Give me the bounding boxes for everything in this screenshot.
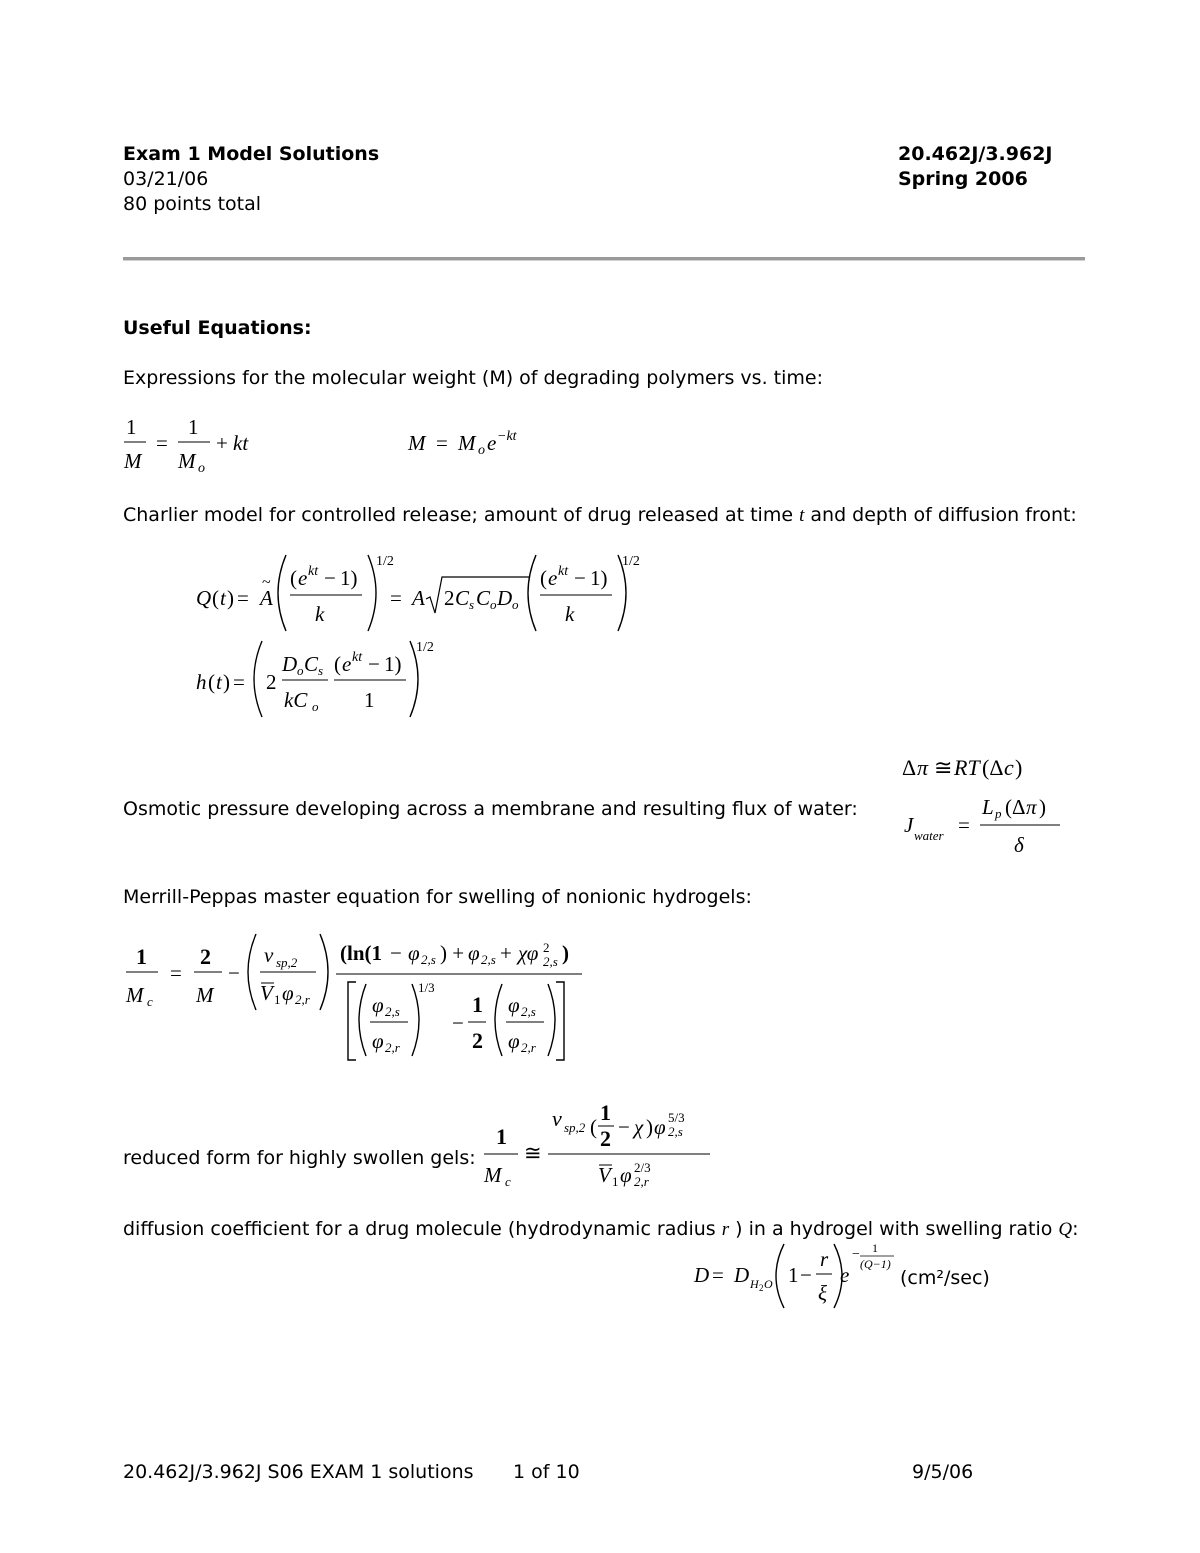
svg-text:o: o bbox=[312, 699, 319, 714]
svg-text:2,s: 2,s bbox=[543, 954, 558, 969]
svg-text:M: M bbox=[124, 449, 142, 473]
svg-text:o: o bbox=[478, 443, 485, 458]
svg-text:D: D bbox=[497, 586, 513, 610]
svg-text:e: e bbox=[298, 566, 308, 590]
svg-text:−: − bbox=[452, 1011, 464, 1035]
svg-text:c: c bbox=[1004, 755, 1014, 780]
svg-text:1: 1 bbox=[496, 1124, 507, 1149]
svg-text:−: − bbox=[390, 941, 402, 965]
diffusion-units: (cm²/sec) bbox=[900, 1267, 990, 1289]
svg-text:H: H bbox=[750, 1277, 759, 1291]
merrill-intro-text: Merrill-Peppas master equation for swelling of nonionic hydrogels: bbox=[123, 886, 752, 908]
svg-text:(: ( bbox=[540, 566, 547, 590]
svg-text:e: e bbox=[487, 431, 497, 455]
svg-text:A: A bbox=[260, 586, 273, 610]
charlier-intro-text: Charlier model for controlled release; amount of drug released at time t and depth of diffusion front: bbox=[123, 504, 1077, 526]
svg-text:L: L bbox=[982, 795, 994, 819]
svg-text:1: 1 bbox=[274, 992, 281, 1007]
svg-text:C: C bbox=[455, 586, 470, 610]
svg-text:−kt: −kt bbox=[497, 429, 517, 444]
svg-text:−: − bbox=[228, 961, 240, 985]
reduced-form-equation bbox=[478, 1096, 718, 1192]
svg-text:M: M bbox=[458, 431, 476, 455]
svg-text:Q: Q bbox=[196, 586, 212, 610]
svg-text:(Q−1): (Q−1) bbox=[860, 1257, 891, 1271]
svg-text:1: 1 bbox=[600, 1100, 611, 1125]
svg-text:1: 1 bbox=[472, 992, 483, 1017]
svg-text:2,s: 2,s bbox=[421, 952, 436, 967]
svg-text:φ: φ bbox=[372, 993, 384, 1017]
svg-text:1: 1 bbox=[612, 1174, 619, 1189]
svg-text:): ) bbox=[562, 941, 569, 965]
svg-text:1/2: 1/2 bbox=[622, 554, 640, 569]
svg-text:D: D bbox=[734, 1263, 750, 1287]
svg-text:=: = bbox=[958, 813, 970, 837]
svg-text:5/3: 5/3 bbox=[668, 1110, 685, 1125]
svg-text:=: = bbox=[170, 961, 182, 985]
svg-text:water: water bbox=[914, 828, 944, 843]
reduced-intro-text: reduced form for highly swollen gels: bbox=[123, 1147, 476, 1169]
svg-text:1: 1 bbox=[364, 688, 375, 712]
svg-text:2,s: 2,s bbox=[385, 1004, 400, 1019]
svg-text:χφ: χφ bbox=[518, 941, 539, 965]
svg-text:k: k bbox=[315, 602, 325, 626]
footer-page-number: 1 of 10 bbox=[513, 1461, 580, 1483]
svg-text:(Δ: (Δ bbox=[982, 755, 1004, 780]
svg-text:2: 2 bbox=[472, 1028, 483, 1053]
svg-text:χ: χ bbox=[634, 1115, 644, 1139]
svg-text:2/3: 2/3 bbox=[634, 1160, 651, 1175]
header-divider bbox=[123, 257, 1085, 261]
svg-text:1/2: 1/2 bbox=[376, 554, 394, 569]
merrill-peppas-equation bbox=[118, 926, 598, 1066]
svg-text:kt: kt bbox=[558, 564, 569, 579]
svg-text:=: = bbox=[233, 670, 245, 694]
svg-text:M: M bbox=[196, 983, 214, 1007]
svg-text:c: c bbox=[147, 994, 153, 1009]
svg-text:2: 2 bbox=[543, 940, 550, 955]
diffusion-equation bbox=[688, 1240, 908, 1312]
svg-text:e: e bbox=[342, 652, 352, 676]
svg-text:φ: φ bbox=[468, 941, 480, 965]
svg-text:h: h bbox=[196, 670, 207, 694]
footer-doc-id: 20.462J/3.962J S06 EXAM 1 solutions bbox=[123, 1461, 474, 1483]
svg-text:M: M bbox=[178, 449, 196, 473]
svg-text:=: = bbox=[237, 586, 249, 610]
svg-text:v: v bbox=[552, 1106, 562, 1131]
svg-text:2: 2 bbox=[759, 1283, 764, 1293]
svg-text:−: − bbox=[368, 652, 380, 676]
svg-text:=: = bbox=[390, 586, 402, 610]
svg-text:kC: kC bbox=[284, 688, 308, 712]
osmotic-equations bbox=[896, 748, 1076, 863]
svg-text:c: c bbox=[505, 1174, 511, 1189]
svg-text:ξ: ξ bbox=[818, 1281, 827, 1305]
svg-text:): ) bbox=[646, 1115, 653, 1139]
svg-text:2,s: 2,s bbox=[521, 1004, 536, 1019]
term: Spring 2006 bbox=[898, 168, 1028, 190]
svg-text:e: e bbox=[548, 566, 558, 590]
svg-text:C: C bbox=[476, 586, 491, 610]
svg-text:D: D bbox=[694, 1263, 710, 1287]
svg-text:(Δ: (Δ bbox=[1005, 795, 1026, 819]
svg-text:2,r: 2,r bbox=[295, 992, 310, 1007]
svg-text:1: 1 bbox=[188, 415, 199, 439]
svg-text:1): 1) bbox=[340, 566, 358, 590]
svg-text:V: V bbox=[598, 1163, 611, 1187]
svg-text:(: ( bbox=[212, 586, 219, 610]
svg-text:φ: φ bbox=[508, 993, 520, 1017]
svg-text:2: 2 bbox=[444, 586, 455, 610]
svg-text:v: v bbox=[264, 943, 274, 967]
svg-text:~: ~ bbox=[262, 574, 271, 591]
footer-date: 9/5/06 bbox=[912, 1461, 974, 1483]
points-total: 80 points total bbox=[123, 193, 262, 215]
svg-text:2,s: 2,s bbox=[481, 952, 496, 967]
mw-intro-text: Expressions for the molecular weight (M) of degrading polymers vs. time: bbox=[123, 367, 823, 389]
svg-text:−: − bbox=[324, 566, 336, 590]
svg-text:(: ( bbox=[590, 1115, 597, 1139]
svg-text:J: J bbox=[904, 813, 914, 837]
svg-text:+: + bbox=[500, 941, 512, 965]
svg-text:kt: kt bbox=[352, 650, 363, 665]
svg-text:M: M bbox=[408, 431, 426, 455]
svg-text:(: ( bbox=[290, 566, 297, 590]
svg-text:1): 1) bbox=[590, 566, 608, 590]
svg-text:) +: ) + bbox=[440, 941, 465, 965]
svg-text:2: 2 bbox=[600, 1126, 611, 1151]
svg-text:(ln(1: (ln(1 bbox=[340, 941, 382, 965]
svg-text:φ: φ bbox=[372, 1029, 384, 1053]
svg-text:≅: ≅ bbox=[934, 755, 953, 780]
svg-text:Δ: Δ bbox=[902, 755, 917, 780]
svg-text:): ) bbox=[223, 670, 230, 694]
svg-text:kt: kt bbox=[233, 431, 249, 455]
svg-text:o: o bbox=[297, 663, 304, 678]
svg-text:−: − bbox=[800, 1263, 812, 1287]
svg-text:p: p bbox=[995, 806, 1002, 821]
svg-text:A: A bbox=[412, 586, 425, 610]
useful-equations-heading: Useful Equations: bbox=[123, 317, 312, 339]
svg-text:2,s: 2,s bbox=[668, 1124, 683, 1139]
svg-text:D: D bbox=[282, 652, 298, 676]
svg-text:=: = bbox=[436, 431, 448, 455]
svg-text:π: π bbox=[917, 755, 929, 780]
svg-text:t: t bbox=[220, 586, 226, 610]
svg-text:2,r: 2,r bbox=[521, 1040, 536, 1055]
charlier-equations bbox=[190, 543, 650, 723]
svg-text:2,r: 2,r bbox=[385, 1040, 400, 1055]
svg-text:π: π bbox=[1026, 795, 1037, 819]
exam-date: 03/21/06 bbox=[123, 168, 209, 190]
svg-text:V: V bbox=[260, 981, 273, 1005]
svg-text:(: ( bbox=[334, 652, 341, 676]
svg-text:2: 2 bbox=[200, 944, 211, 969]
course-number: 20.462J/3.962J bbox=[898, 143, 1053, 165]
svg-text:o: o bbox=[198, 461, 205, 476]
svg-text:−: − bbox=[618, 1115, 630, 1139]
svg-text:sp,2: sp,2 bbox=[276, 955, 298, 970]
svg-text:1): 1) bbox=[384, 652, 402, 676]
svg-text:s: s bbox=[318, 663, 324, 678]
svg-text:φ: φ bbox=[620, 1163, 632, 1187]
svg-text:kt: kt bbox=[308, 564, 319, 579]
svg-text:1: 1 bbox=[136, 944, 147, 969]
svg-text:1/3: 1/3 bbox=[418, 980, 435, 995]
svg-text:M: M bbox=[126, 983, 144, 1007]
svg-text:2,r: 2,r bbox=[634, 1174, 649, 1189]
diffusion-intro-text: diffusion coefficient for a drug molecule (hydrodynamic radius r ) in a hydrogel with swelling ratio Q: bbox=[123, 1218, 1079, 1240]
svg-text:C: C bbox=[304, 652, 319, 676]
svg-text:o: o bbox=[490, 597, 497, 612]
svg-text:δ: δ bbox=[1014, 833, 1024, 857]
svg-text:): ) bbox=[227, 586, 234, 610]
svg-text:φ: φ bbox=[508, 1029, 520, 1053]
svg-text:≅: ≅ bbox=[524, 1141, 542, 1165]
svg-text:2: 2 bbox=[266, 670, 277, 694]
document-title: Exam 1 Model Solutions bbox=[123, 143, 380, 165]
svg-text:r: r bbox=[820, 1247, 829, 1271]
svg-text:φ: φ bbox=[654, 1115, 666, 1139]
svg-text:sp,2: sp,2 bbox=[564, 1120, 586, 1135]
svg-text:1/2: 1/2 bbox=[416, 640, 434, 655]
svg-text:1: 1 bbox=[788, 1263, 799, 1287]
svg-text:O: O bbox=[764, 1277, 773, 1291]
osmotic-intro-text: Osmotic pressure developing across a membrane and resulting flux of water: bbox=[123, 798, 858, 820]
svg-text:−: − bbox=[574, 566, 586, 590]
mw-equations bbox=[118, 410, 558, 476]
svg-text:o: o bbox=[512, 597, 519, 612]
svg-text:): ) bbox=[1015, 755, 1023, 780]
svg-text:t: t bbox=[216, 670, 222, 694]
svg-text:φ: φ bbox=[408, 941, 420, 965]
svg-text:k: k bbox=[565, 602, 575, 626]
svg-text:+: + bbox=[216, 431, 228, 455]
svg-text:): ) bbox=[1039, 795, 1046, 819]
svg-text:=: = bbox=[712, 1263, 724, 1287]
svg-text:φ: φ bbox=[282, 981, 294, 1005]
svg-text:s: s bbox=[469, 597, 475, 612]
svg-text:=: = bbox=[156, 431, 168, 455]
svg-text:(: ( bbox=[208, 670, 215, 694]
svg-text:RT: RT bbox=[954, 755, 980, 780]
svg-text:−: − bbox=[852, 1247, 860, 1262]
svg-text:e: e bbox=[840, 1263, 850, 1287]
svg-text:M: M bbox=[484, 1163, 502, 1187]
svg-text:1: 1 bbox=[126, 415, 137, 439]
svg-text:1: 1 bbox=[872, 1241, 878, 1255]
